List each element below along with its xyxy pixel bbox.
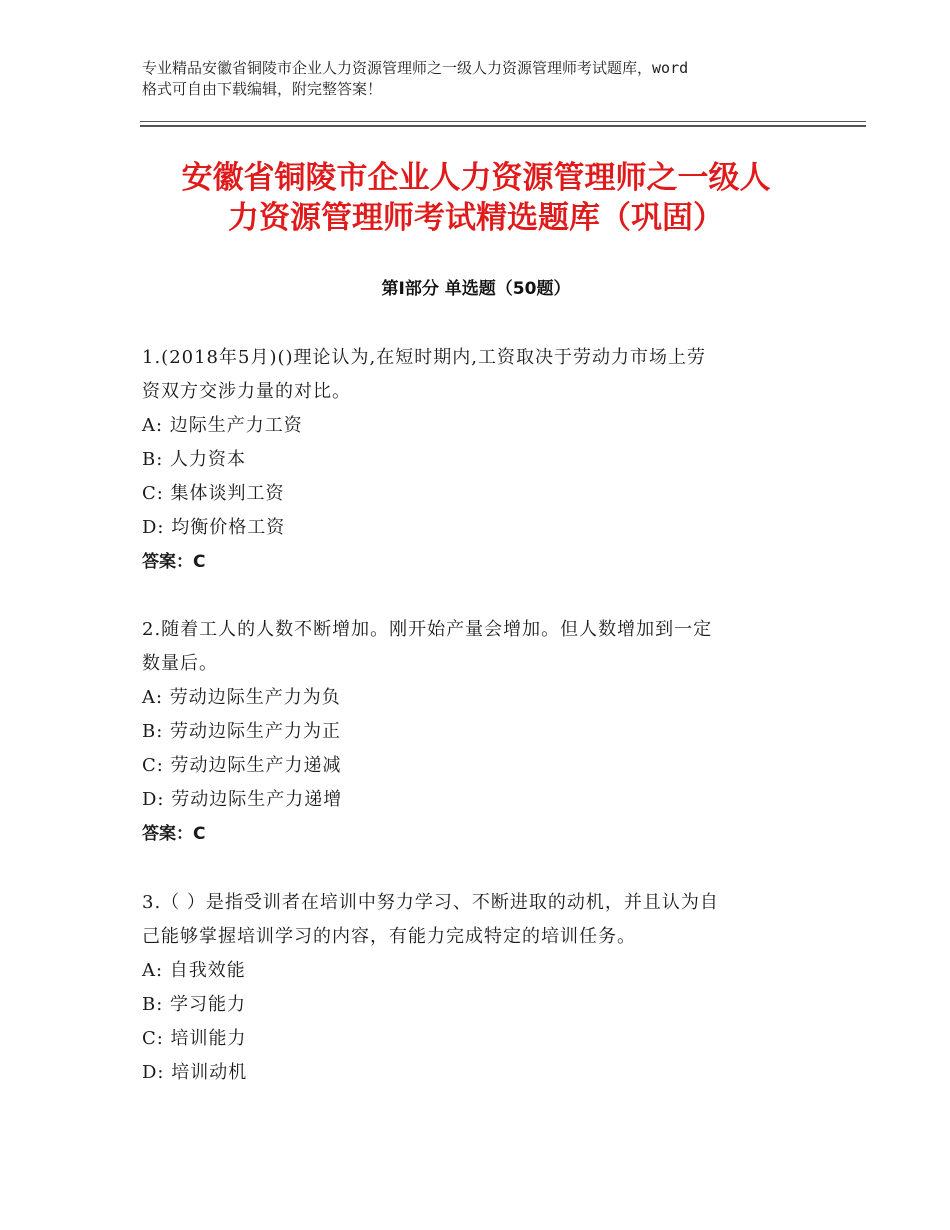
header-divider-thin [140,121,866,122]
question-stem-line: 1.(2018年5月)()理论认为,在短时期内,工资取决于劳动力市场上劳 [142,347,706,368]
question-stem-line: 3.（ ）是指受训者在培训中努力学习、不断进取的动机，并且认为自 [142,892,719,913]
question-stem-line: 己能够掌握培训学习的内容，有能力完成特定的培训任务。 [142,926,636,947]
question-item [142,341,812,579]
answer-line: 答案：C [142,552,206,572]
option-a: A: 自我效能 [142,960,246,981]
option-c: C: 劳动边际生产力递减 [142,755,342,776]
option-b: B: 人力资本 [142,449,247,470]
question-item [142,613,812,851]
option-b: B: 学习能力 [142,994,247,1015]
option-c: C: 培训能力 [142,1028,247,1049]
answer-line: 答案：C [142,824,206,844]
header-note-line2: 格式可自由下载编辑，附完整答案！ [142,80,383,98]
option-d: D: 均衡价格工资 [142,517,286,538]
option-d: D: 劳动边际生产力递增 [142,789,343,810]
document-title [140,158,812,238]
document-title-line1: 安徽省铜陵市企业人力资源管理师之一级人 [181,160,771,196]
option-b: B: 劳动边际生产力为正 [142,721,342,742]
header-divider-thick [140,125,866,127]
question-stem-line: 资双方交涉力量的对比。 [142,381,351,402]
document-title-line2: 力资源管理师考试精选题库（巩固） [228,200,724,236]
section-heading: 第Ⅰ部分 单选题（50题） [381,279,571,299]
option-d: D: 培训动机 [142,1062,248,1083]
option-a: A: 劳动边际生产力为负 [142,687,341,708]
question-stem-line: 2.随着工人的人数不断增加。刚开始产量会增加。但人数增加到一定 [142,619,713,640]
header-note [142,58,832,100]
question-item [142,886,812,1090]
option-a: A: 边际生产力工资 [142,415,303,436]
option-c: C: 集体谈判工资 [142,483,285,504]
question-stem-line: 数量后。 [142,653,218,674]
header-note-line1: 专业精品安徽省铜陵市企业人力资源管理师之一级人力资源管理师考试题库，word [142,59,689,77]
